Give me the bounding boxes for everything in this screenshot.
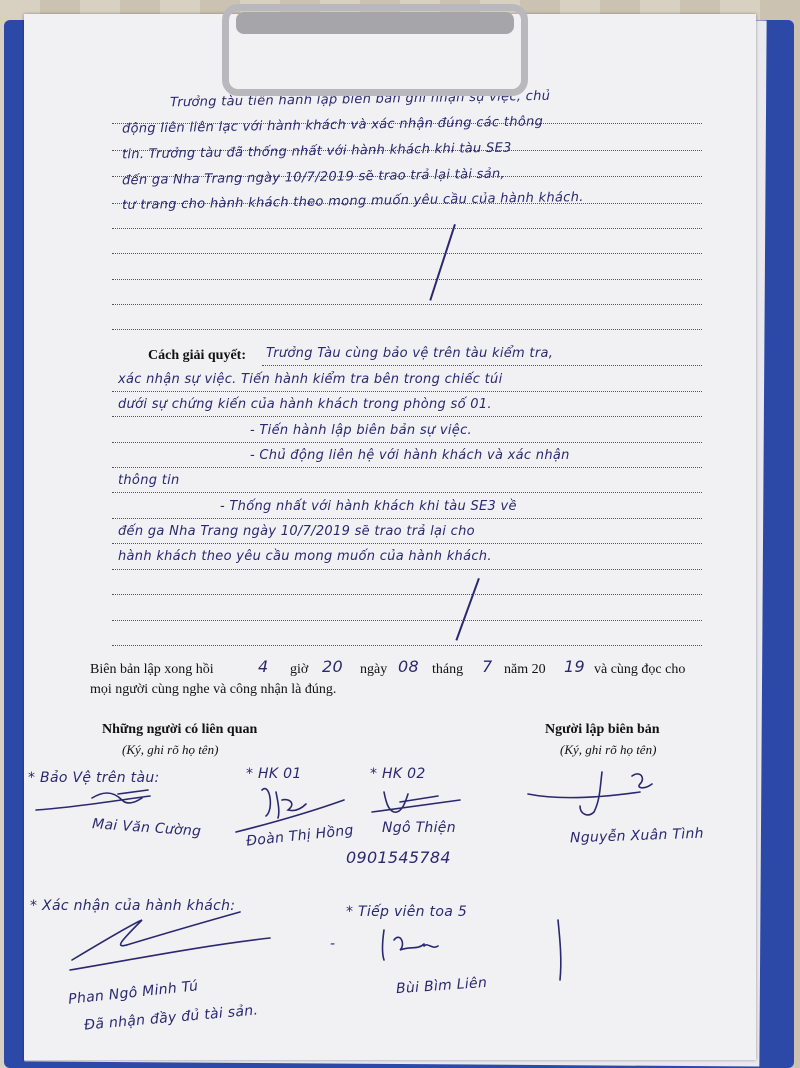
related-persons-subheading: (Ký, ghi rõ họ tên): [122, 742, 219, 757]
resolution-line-2: xác nhận sự việc. Tiến hành kiểm tra bên trong chiếc túi: [118, 372, 503, 387]
hk02-phone: 0901545784: [346, 848, 451, 867]
guard-name: Mai Văn Cường: [91, 816, 202, 840]
margin-mark: [558, 920, 561, 980]
passenger-signature: [70, 912, 270, 970]
narrative-line-4: đến ga Nha Trang ngày 10/7/2019 sẽ trao trả lại tài sản,: [121, 166, 506, 189]
passenger-note: Đã nhận đầy đủ tài sản.: [83, 1002, 259, 1034]
author-heading: Người lập biên bản: [545, 722, 660, 737]
resolution-label: Cách giải quyết:: [148, 348, 246, 363]
closing-gio: giờ: [290, 662, 309, 677]
closing-ngay: ngày: [360, 662, 388, 677]
resolution-line-7: - Thống nhất với hành khách khi tàu SE3 về: [220, 499, 517, 514]
closing-suffix: và cùng đọc cho: [594, 662, 686, 677]
closing-line-2: mọi người cùng nghe và công nhận là đúng.: [90, 682, 337, 697]
closing-prefix: Biên bản lập xong hồi: [90, 662, 214, 677]
guard-label: * Bảo Vệ trên tàu:: [28, 770, 160, 786]
confirm-label: * Xác nhận của hành khách:: [30, 898, 236, 914]
hk02-label: * HK 02: [370, 766, 426, 782]
hk01-label: * HK 01: [246, 766, 302, 782]
resolution-line-9: hành khách theo yêu cầu mong muốn của hành khách.: [118, 549, 492, 564]
resolution-line-6: thông tin: [118, 473, 180, 488]
resolution-line-5: - Chủ động liên hệ với hành khách và xác nhận: [250, 448, 570, 463]
resolution-line-3: dưới sự chứng kiến của hành khách trong phòng số 01.: [118, 397, 492, 412]
attendant-signature: [383, 930, 439, 960]
hk02-signature: [372, 792, 460, 812]
hk01-name: Đoàn Thị Hồng: [245, 822, 355, 850]
closing-day: 08: [398, 657, 419, 676]
narrative-line-2: động liên liên lạc với hành khách và xác nhận đúng các thông: [121, 114, 544, 137]
binder-clip: [222, 4, 528, 96]
narrative-line-3: tin. Trưởng tàu đã thống nhất với hành khách khi tàu SE3: [121, 140, 512, 163]
author-name: Nguyễn Xuân Tình: [569, 825, 705, 847]
narrative-line-1: Trưởng tàu tiến hành lập biên bản ghi nhận sự việc, chủ: [169, 88, 551, 111]
closing-year: 19: [564, 657, 585, 676]
hk01-signature: [236, 789, 344, 832]
resolution-line-1: Trưởng Tàu cùng bảo vệ trên tàu kiểm tra,: [266, 346, 554, 361]
related-persons-heading: Những người có liên quan: [102, 722, 258, 737]
passenger-name: Phan Ngô Minh Tú: [67, 978, 200, 1008]
author-signature: [528, 772, 652, 815]
closing-nam: năm 20: [504, 662, 546, 677]
closing-hour: 4: [258, 657, 269, 676]
author-subheading: (Ký, ghi rõ họ tên): [560, 742, 657, 757]
resolution-line-8: đến ga Nha Trang ngày 10/7/2019 sẽ trao trả lại cho: [118, 524, 475, 539]
attendant-name: Bùi Bìm Liên: [395, 974, 488, 998]
closing-thang: tháng: [432, 662, 464, 677]
closing-month: 7: [482, 657, 493, 676]
attendant-dash: -: [330, 936, 336, 952]
narrative-line-5: tư trang cho hành khách theo mong muốn yêu cầu của hành khách.: [121, 189, 584, 214]
hk02-name: Ngô Thiện: [382, 820, 456, 836]
closing-minute: 20: [322, 657, 343, 676]
guard-signature: [36, 790, 150, 810]
attendant-label: * Tiếp viên toa 5: [346, 904, 468, 920]
resolution-line-4: - Tiến hành lập biên bản sự việc.: [250, 423, 472, 438]
